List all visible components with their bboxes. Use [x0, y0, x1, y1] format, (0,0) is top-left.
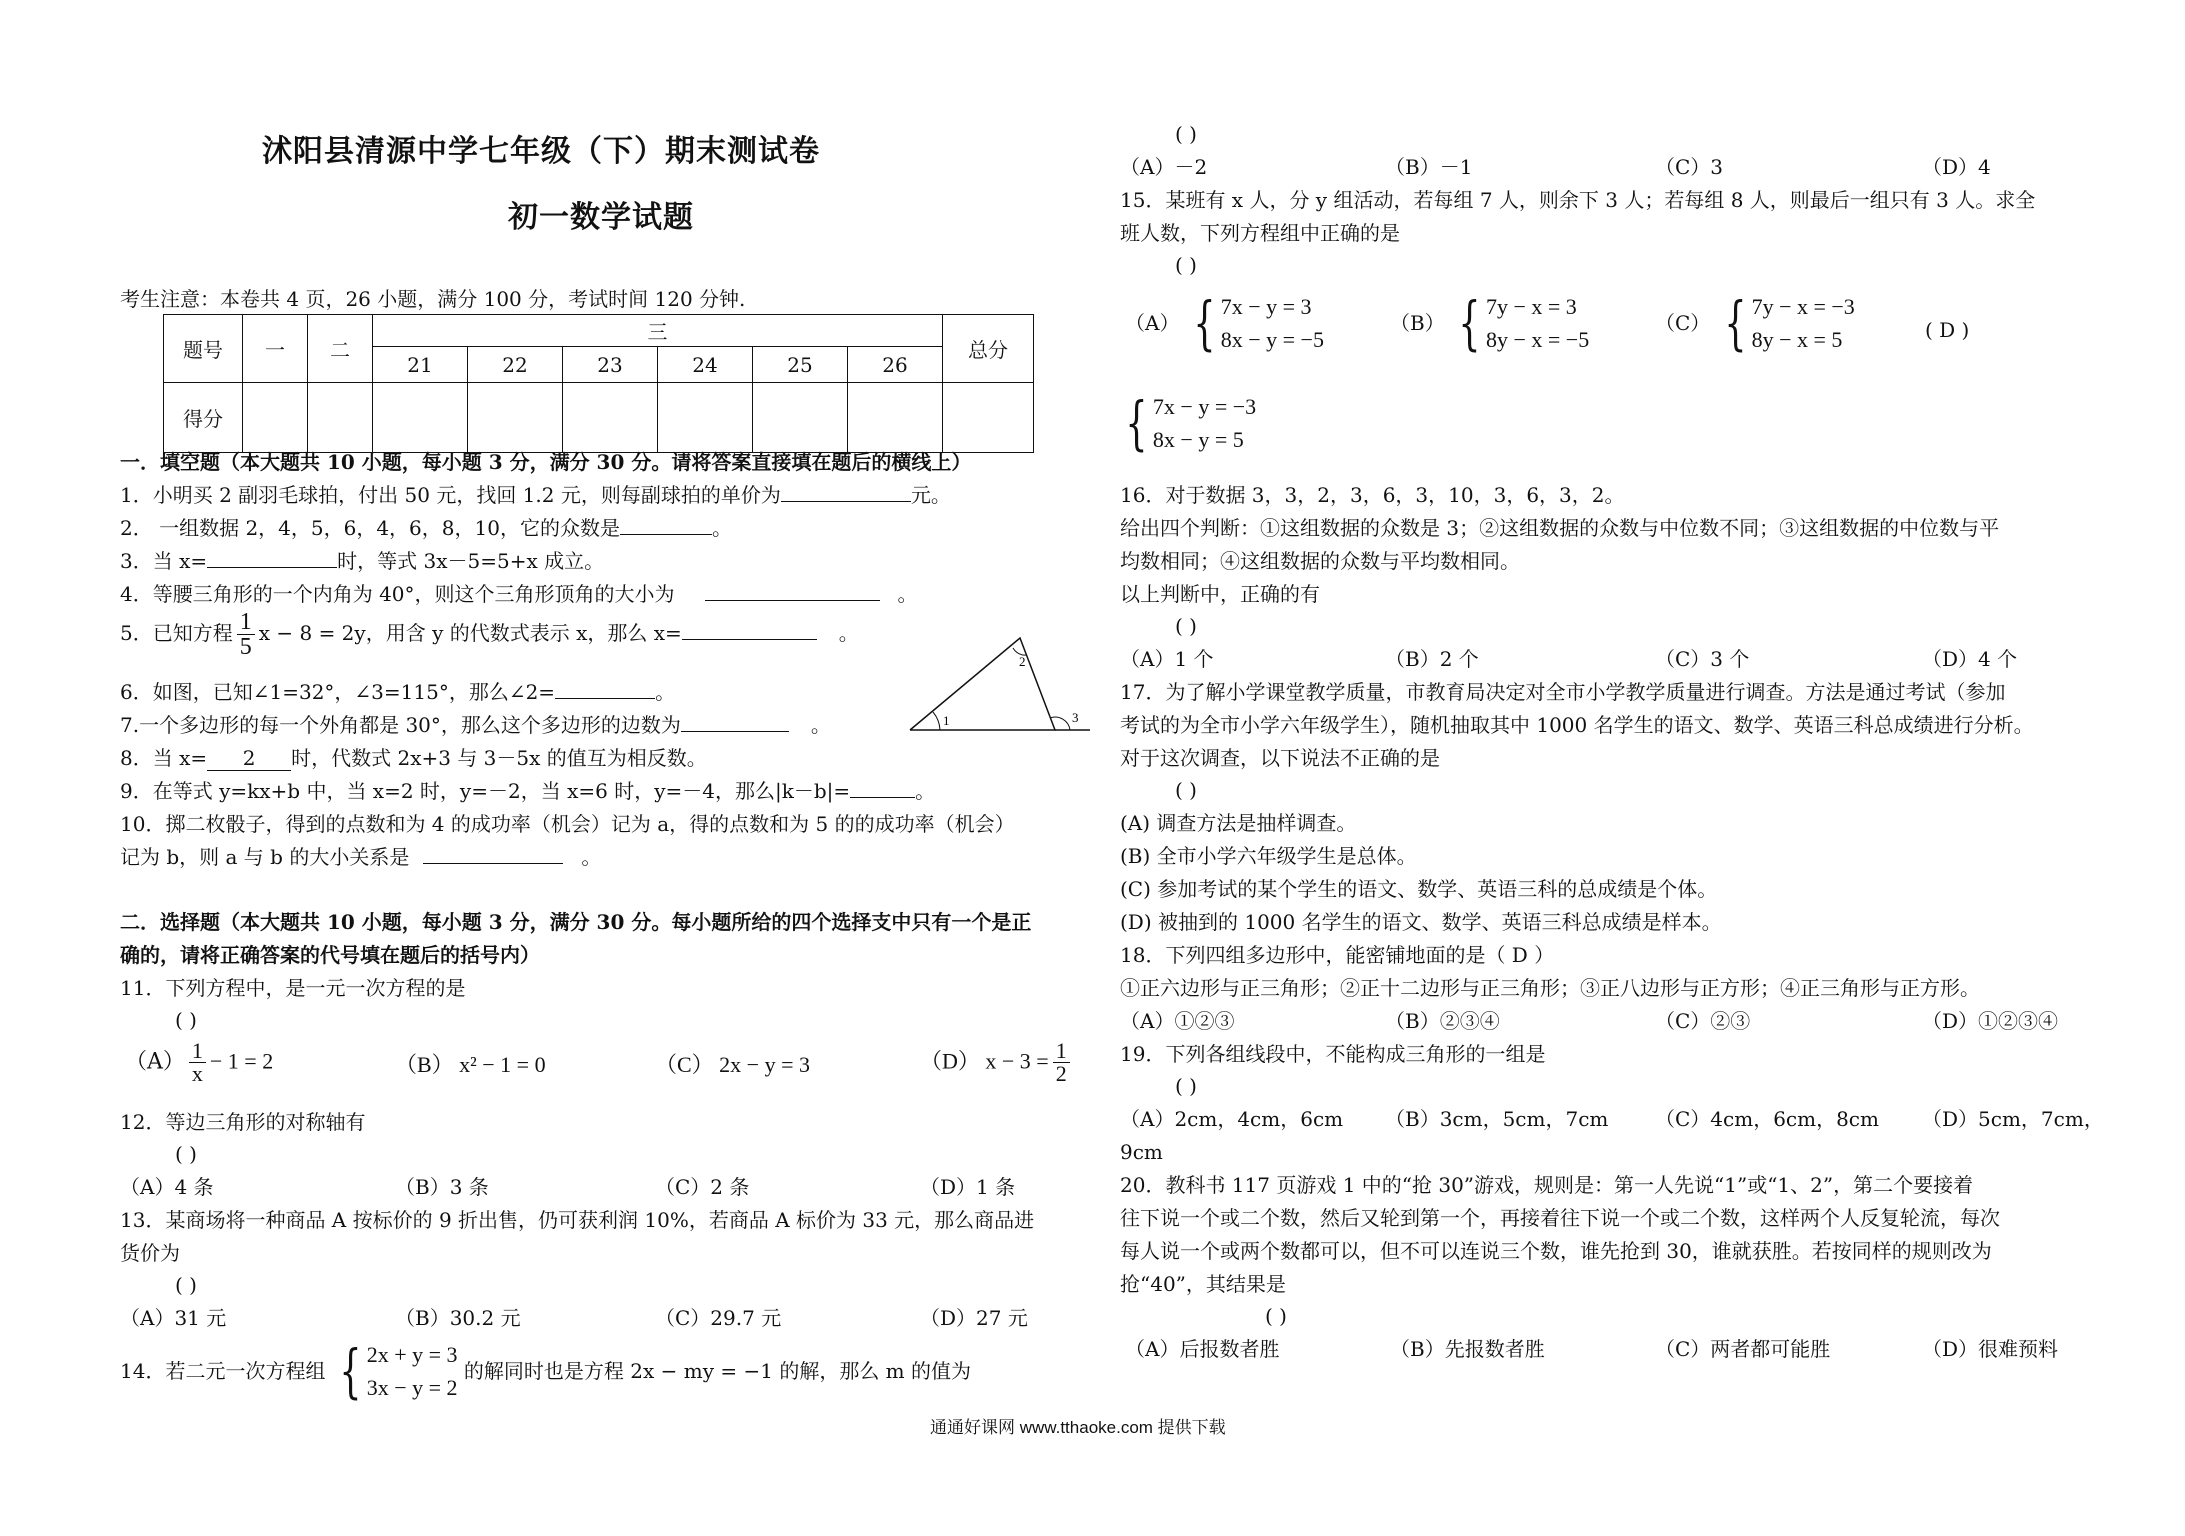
answer-blank[interactable]: [423, 845, 563, 864]
question-6: 6．如图，已知∠1=32°，∠3=115°，那么∠2= 。: [120, 680, 676, 704]
question-10-line1: 10．掷二枚骰子，得到的点数和为 4 的成功率（机会）记为 a，得的点数和为 5 的的成功率（机会）: [120, 812, 1015, 836]
answer-blank[interactable]: [850, 779, 915, 798]
question-20-line4: 抢“40”，其结果是: [1120, 1272, 1286, 1296]
q15-option-c[interactable]: （C） { 7y − x = −3 8y − x = 5: [1655, 289, 1855, 357]
q20-option-b[interactable]: （B）先报数者胜: [1390, 1337, 1545, 1361]
question-13: 13．某商场将一种商品 A 按标价的 9 折出售，仍可获利润 10%，若商品 A 标价为 33 元，那么商品进: [120, 1208, 1035, 1232]
question-9: 9．在等式 y=kx+b 中，当 x=2 时，y=－2，当 x=6 时，y=－4，那么|k－b|= 。: [120, 779, 936, 803]
score-cell[interactable]: [243, 383, 308, 453]
score-table-header-label: 题号: [164, 315, 243, 383]
q20-option-d[interactable]: （D）很难预料: [1922, 1337, 2059, 1361]
question-17: 17．为了解小学课堂教学质量，市教育局决定对全市小学教学质量进行调查。方法是通过考试（参加: [1120, 680, 2006, 704]
score-table-col-1: 一: [243, 315, 308, 383]
answer-paren[interactable]: ( ): [1265, 1304, 1287, 1328]
score-table-subcol: 22: [468, 347, 563, 383]
answer-blank[interactable]: [207, 549, 337, 568]
q16-option-c[interactable]: （C）3 个: [1655, 647, 1750, 671]
answer-blank[interactable]: [620, 516, 712, 535]
question-15-cont: 班人数，下列方程组中正确的是: [1120, 221, 1400, 245]
question-3: 3．当 x= 时，等式 3x－5=5+x 成立。: [120, 549, 605, 573]
exam-notice: 考生注意：本卷共 4 页，26 小题，满分 100 分，考试时间 120 分钟.: [120, 287, 746, 311]
q14-option-b[interactable]: （B）－1: [1385, 155, 1473, 179]
score-cell[interactable]: [658, 383, 753, 453]
score-cell[interactable]: [848, 383, 943, 453]
answer-paren[interactable]: ( ): [175, 1142, 197, 1166]
score-cell[interactable]: [373, 383, 468, 453]
q19-option-c[interactable]: （C）4cm，6cm，8cm: [1655, 1107, 1879, 1131]
equation-system: { 2x + y = 3 3x − y = 2: [339, 1337, 458, 1405]
q16-option-a[interactable]: （A）1 个: [1120, 647, 1214, 671]
q16-option-b[interactable]: （B）2 个: [1385, 647, 1479, 671]
question-13-cont: 货价为: [120, 1241, 180, 1265]
question-20: 20．教科书 117 页游戏 1 中的“抢 30”游戏，规则是：第一人先说“1”或“1、2”，第二个要接着: [1120, 1173, 1974, 1197]
answer-paren[interactable]: ( ): [1175, 1074, 1197, 1098]
score-table-subcol: 25: [753, 347, 848, 383]
q15-option-d[interactable]: { 7x − y = −3 8x − y = 5: [1125, 389, 1257, 457]
q20-option-c[interactable]: （C）两者都可能胜: [1655, 1337, 1831, 1361]
question-18-line2: ①正六边形与正三角形；②正十二边形与正三角形；③正八边形与正方形；④正三角形与正方形。: [1120, 976, 1980, 1000]
score-table-subcol: 23: [563, 347, 658, 383]
question-2: 2． 一组数据 2，4，5，6，4，6，8，10，它的众数是 。: [120, 516, 732, 540]
question-17-line2: 考试的为全市小学六年级学生），随机抽取其中 1000 名学生的语文、数学、英语三科总成绩进行分析。: [1120, 713, 2034, 737]
score-table-subcol: 26: [848, 347, 943, 383]
q11-option-b[interactable]: （B） x² − 1 = 0: [395, 1052, 546, 1077]
answer-blank[interactable]: [681, 713, 789, 732]
question-15: 15．某班有 x 人，分 y 组活动，若每组 7 人，则余下 3 人；若每组 8 人，则最后一组只有 3 人。求全: [1120, 188, 2036, 212]
q17-option-a[interactable]: (A) 调查方法是抽样调查。: [1120, 811, 1357, 835]
fraction: $\frac{1}{5}$: [237, 610, 255, 659]
score-cell[interactable]: [308, 383, 373, 453]
question-16: 16．对于数据 3，3，2，3，6，3，10，3，6，3，2。: [1120, 483, 1625, 507]
score-table-subcol: 21: [373, 347, 468, 383]
exam-subtitle: 初一数学试题: [508, 200, 694, 235]
score-cell[interactable]: [753, 383, 848, 453]
q19-option-a[interactable]: （A）2cm，4cm，6cm: [1120, 1107, 1344, 1131]
angle-1-label: 1: [943, 713, 950, 728]
question-18: 18．下列四组多边形中，能密铺地面的是（ D ）: [1120, 943, 1555, 967]
q14-option-d[interactable]: （D）4: [1922, 155, 1991, 179]
q13-option-d[interactable]: （D）27 元: [920, 1306, 1028, 1330]
question-14: 14．若二元一次方程组 { 2x + y = 3 3x − y = 2 的解同时也是方程 2x − my = −1 的解，那么 m 的值为: [120, 1337, 971, 1405]
q17-option-c[interactable]: (C) 参加考试的某个学生的语文、数学、英语三科的总成绩是个体。: [1120, 877, 1718, 901]
q12-option-d[interactable]: （D）1 条: [920, 1175, 1016, 1199]
question-7: 7.一个多边形的每一个外角都是 30°，那么这个多边形的边数为 。: [120, 713, 831, 737]
answer-paren[interactable]: ( ): [175, 1008, 197, 1032]
q17-option-d[interactable]: (D) 被抽到的 1000 名学生的语文、数学、英语三科总成绩是样本。: [1120, 910, 1722, 934]
question-16-line3: 均数相同；④这组数据的众数与平均数相同。: [1120, 549, 1520, 573]
question-10: 记为 b，则 a 与 b 的大小关系是 。: [120, 845, 602, 869]
q15-option-b[interactable]: （B） { 7y − x = 3 8y − x = −5: [1390, 289, 1590, 357]
answer-paren[interactable]: ( ): [1175, 253, 1197, 277]
answer-blank[interactable]: 2: [207, 746, 291, 771]
q19-option-b[interactable]: （B）3cm，5cm，7cm: [1385, 1107, 1609, 1131]
section2-heading: 二．选择题（本大题共 10 小题，每小题 3 分，满分 30 分。每小题所给的四个选择支中只有一个是正: [120, 910, 1032, 934]
exam-title: 沭阳县清源中学七年级（下）期末测试卷: [262, 134, 820, 169]
answer-paren[interactable]: ( ): [1175, 614, 1197, 638]
q14-option-a[interactable]: （A）－2: [1120, 155, 1208, 179]
question-16-line2: 给出四个判断：①这组数据的众数是 3；②这组数据的众数与中位数不同；③这组数据的中位数与平: [1120, 516, 2000, 540]
question-11: 11．下列方程中，是一元一次方程的是: [120, 976, 466, 1000]
q18-option-b[interactable]: （B）②③④: [1385, 1009, 1500, 1033]
q14-option-c[interactable]: （C）3: [1655, 155, 1724, 179]
q13-option-b[interactable]: （B）30.2 元: [395, 1306, 521, 1330]
question-20-line3: 每人说一个或两个数都可以，但不可以连说三个数，谁先抢到 30，谁就获胜。若按同样的规则改为: [1120, 1239, 1992, 1263]
question-8: 8．当 x= 2 时，代数式 2x+3 与 3－5x 的值互为相反数。: [120, 746, 707, 770]
question-1: 1．小明买 2 副羽毛球拍，付出 50 元，找回 1.2 元，则每副球拍的单价为 元。: [120, 483, 951, 507]
answer-paren[interactable]: ( ): [1175, 778, 1197, 802]
score-table-row-label: 得分: [164, 383, 243, 453]
score-table-col-3: 三: [373, 315, 943, 347]
score-table-subcol: 24: [658, 347, 753, 383]
q17-option-b[interactable]: (B) 全市小学六年级学生是总体。: [1120, 844, 1417, 868]
answer-blank[interactable]: [555, 680, 655, 699]
question-5: 5．已知方程 $\frac{1}{5}$ x − 8 = 2y，用含 y 的代数式表示 x，那么 x= 。: [120, 609, 859, 660]
score-cell[interactable]: [468, 383, 563, 453]
answer-blank[interactable]: [705, 582, 880, 601]
question-12: 12．等边三角形的对称轴有: [120, 1110, 366, 1134]
angle-3-label: 3: [1072, 710, 1079, 725]
answer-blank[interactable]: [682, 621, 817, 640]
score-cell[interactable]: [563, 383, 658, 453]
section2-heading-cont: 确的，请将正确答案的代号填在题后的括号内）: [120, 943, 540, 967]
question-4: 4．等腰三角形的一个内角为 40°，则这个三角形顶角的大小为 。: [120, 582, 918, 606]
answer-paren[interactable]: ( ): [1175, 122, 1197, 146]
score-table-col-2: 二: [308, 315, 373, 383]
q16-option-d[interactable]: （D）4 个: [1922, 647, 2018, 671]
score-table: [163, 314, 1034, 453]
question-17-line3: 对于这次调查，以下说法不正确的是: [1120, 746, 1440, 770]
question-16-line4: 以上判断中，正确的有: [1120, 582, 1320, 606]
q15-option-a[interactable]: （A） { 7x − y = 3 8x − y = −5: [1125, 289, 1324, 357]
q11-option-c[interactable]: （C） 2x − y = 3: [655, 1052, 810, 1077]
q11-option-d[interactable]: （D） x − 3 = $\frac{1}{2}$: [920, 1040, 1074, 1085]
q13-option-a[interactable]: （A）31 元: [120, 1306, 227, 1330]
angle-2-label: 2: [1019, 654, 1026, 669]
q15-answer-paren[interactable]: ( D ): [1925, 318, 1970, 342]
question-20-line2: 往下说一个或二个数，然后又轮到第一个，再接着往下说一个或二个数，这样两个人反复轮流，每次: [1120, 1206, 2000, 1230]
q18-option-d[interactable]: （D）①②③④: [1922, 1009, 2059, 1033]
q19-option-d[interactable]: （D）5cm，7cm，: [1922, 1107, 2104, 1131]
page-footer: 通通好课网 www.tthaoke.com 提供下载: [930, 1418, 1226, 1437]
answer-paren[interactable]: ( ): [175, 1273, 197, 1297]
q18-option-a[interactable]: （A）①②③: [1120, 1009, 1235, 1033]
q13-option-c[interactable]: （C）29.7 元: [655, 1306, 782, 1330]
section1-heading: 一．填空题（本大题共 10 小题，每小题 3 分，满分 30 分。请将答案直接填在题后的横线上）: [120, 450, 972, 474]
score-cell[interactable]: [943, 383, 1034, 453]
q11-option-a[interactable]: （A） $\frac{1}{x}$ − 1 = 2: [125, 1038, 274, 1086]
q20-option-a[interactable]: （A）后报数者胜: [1125, 1337, 1280, 1361]
answer-blank[interactable]: [781, 483, 911, 502]
q12-option-c[interactable]: （C）2 条: [655, 1175, 750, 1199]
q19-option-d-cont: 9cm: [1120, 1140, 1163, 1164]
question-19: 19．下列各组线段中，不能构成三角形的一组是: [1120, 1042, 1546, 1066]
q12-option-b[interactable]: （B）3 条: [395, 1175, 489, 1199]
triangle-figure: [905, 630, 1125, 740]
score-table-total: 总分: [943, 315, 1034, 383]
q12-option-a[interactable]: （A）4 条: [120, 1175, 214, 1199]
q18-option-c[interactable]: （C）②③: [1655, 1009, 1751, 1033]
